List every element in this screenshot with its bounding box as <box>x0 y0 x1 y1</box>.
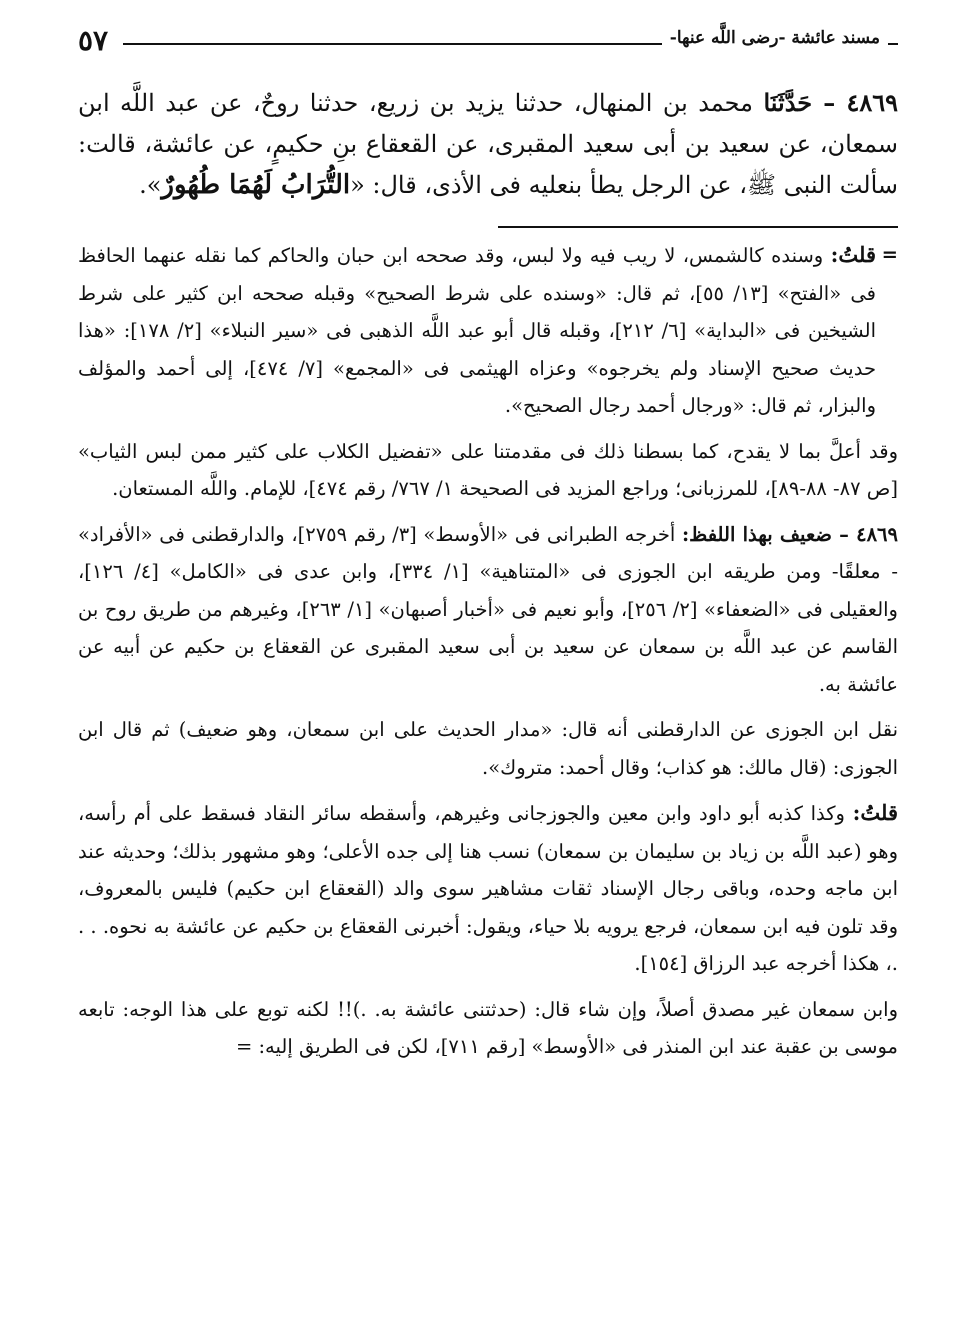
qultu-keyword: قلتُ: <box>830 242 876 267</box>
footnote-paragraph-1 <box>78 236 898 425</box>
takhrij-grade: ضعيف بهذا اللفظ: <box>681 522 832 546</box>
page-number: ٥٧ <box>78 24 109 57</box>
footnote-text-4: وكذا كذبه أبو داود وابن معين والجوزجانى وغيرهم، وأسقطه سائر النقاد فسقط على أم رأسه، وهو (عبد اللَّه بن زياد بن سليمان بن سمعان) نسب هنا إلى جده الأعلى؛ وهو مشهور بذلك؛ وحديثه عند ابن ماجه وحده، وباقى رجال الإسناد ثقات مشاهير سوى والد (القعقاع ابن حكيم) فليس بالمعروف، وقد تلون فيه ابن سمعان، فرجع يرويه بلا حياء، ويقول: أخبرنى القعقاع بن حكيم عن عائشة به نحوه. . . .، هكذا أخرجه عبد الرزاق [١٥٤]. <box>78 802 898 975</box>
hadith-number: ٤٨٦٩ <box>846 88 898 117</box>
footnote-paragraph-5: وابن سمعان غير مصدق أصلاً، وإن شاء قال: (حدثتنى عائشة به. .)!! لكنه توبع على هذا الوجه: تابعه موسى بن عقبة عند ابن المنذر فى «الأوسط» [رقم ٧١١]، لكن فى الطريق إليه: = <box>78 997 898 1058</box>
takhrij-number: ٤٨٦٩ <box>856 522 898 546</box>
footnote-paragraph-4 <box>78 794 898 983</box>
hadith-isnad: محمد بن المنهال، حدثنا يزيد بن زريع، حدثنا روحٌ، عن عبد اللَّه ابن سمعان، عن سعيد بن أبى سعيد المقبرى، عن القعقاع بنِ حكيمٍ، عن عائشة، قالت: سألت النبى ﷺ، عن الرجل يطأ بنعليه فى الأذى، قال: « <box>78 89 898 199</box>
footnotes <box>78 236 898 1066</box>
running-title: مسند عائشة -رضى اللَّه عنها- <box>662 28 888 48</box>
hadith-closing: ». <box>139 171 162 199</box>
takhrij-note <box>78 516 898 704</box>
hadith-intro: حَدَّثَنَا <box>763 88 813 117</box>
hadith-text <box>78 82 898 206</box>
takhrij-text: أخرجه الطبرانى فى «الأوسط» [٣/ رقم ٢٧٥٩]، والدارقطنى فى «الأفراد» - معلقًا- ومن طريقه ابن الجوزى فى «المتناهية» [١/ ٣٣٤]، وابن عدى فى «الكامل» [٤/ ١٢٦]، والعقيلى فى «الضعفاء» [٢/ ٢٥٦]، وأبو نعيم فى «أخبار أصبهان» [١/ ٢٦٣]، وغيرهم من طريق روح بن القاسم عن عبد اللَّه بن سمعان عن سعيد بن أبى سعيد المقبرى عن القعقاع بن حكيم عن أبيه عن عائشة به. <box>78 522 898 696</box>
continued-marker: = <box>881 243 898 266</box>
hadith-matn: التُّرَابُ لَهُمَا طُهُورٌ <box>161 170 351 200</box>
page-header <box>78 20 898 66</box>
hadith-dash: – <box>812 88 847 117</box>
footnote-paragraph-3: نقل ابن الجوزى عن الدارقطنى أنه قال: «مدار الحديث على ابن سمعان، وهو ضعيف) ثم قال ابن الجوزى: (قال مالك: هو كذاب؛ وقال أحمد: متروك». <box>78 718 898 779</box>
footnote-paragraph-2: وقد أعلَّ بما لا يقدح، كما بسطنا ذلك فى مقدمتنا على «تفضيل الكلاب على كثير ممن لبس الثياب» [ص ٨٧- ٨٨-٨٩]، للمرزبانى؛ وراجع المزيد فى الصحيحة ١/ ٧٦٧/ رقم ٤٧٤]، للإمام. واللَّه المستعان. <box>78 439 898 500</box>
footnote-separator <box>498 226 898 228</box>
book-page <box>78 20 898 1074</box>
footnote-text-1: وسنده كالشمس، لا ريب فيه ولا لبس، وقد صححه ابن حبان والحاكم كما نقله عنهما الحافظ فى «الفتح» [١٣/ ٥٥]، ثم قال: «وسنده على شرط الصحيح» وقبله صححه ابن كثير على شرط الشيخين فى «البداية» [٦/ ٢١٢]، وقبله قال أبو عبد اللَّه الذهبى فى «سير النبلاء» [٢/ ١٧٨]: «هذا حديث صحيح الإسناد ولم يخرجوه» وعزاه الهيثمى فى «المجمع» [٧/ ٤٧٤]، إلى أحمد والمؤلف والبزار، ثم قال: «ورجال أحمد رجال الصحيح». <box>78 244 876 417</box>
takhrij-dash: – <box>831 522 857 546</box>
qultu-keyword-2: قلتُ: <box>852 800 898 825</box>
